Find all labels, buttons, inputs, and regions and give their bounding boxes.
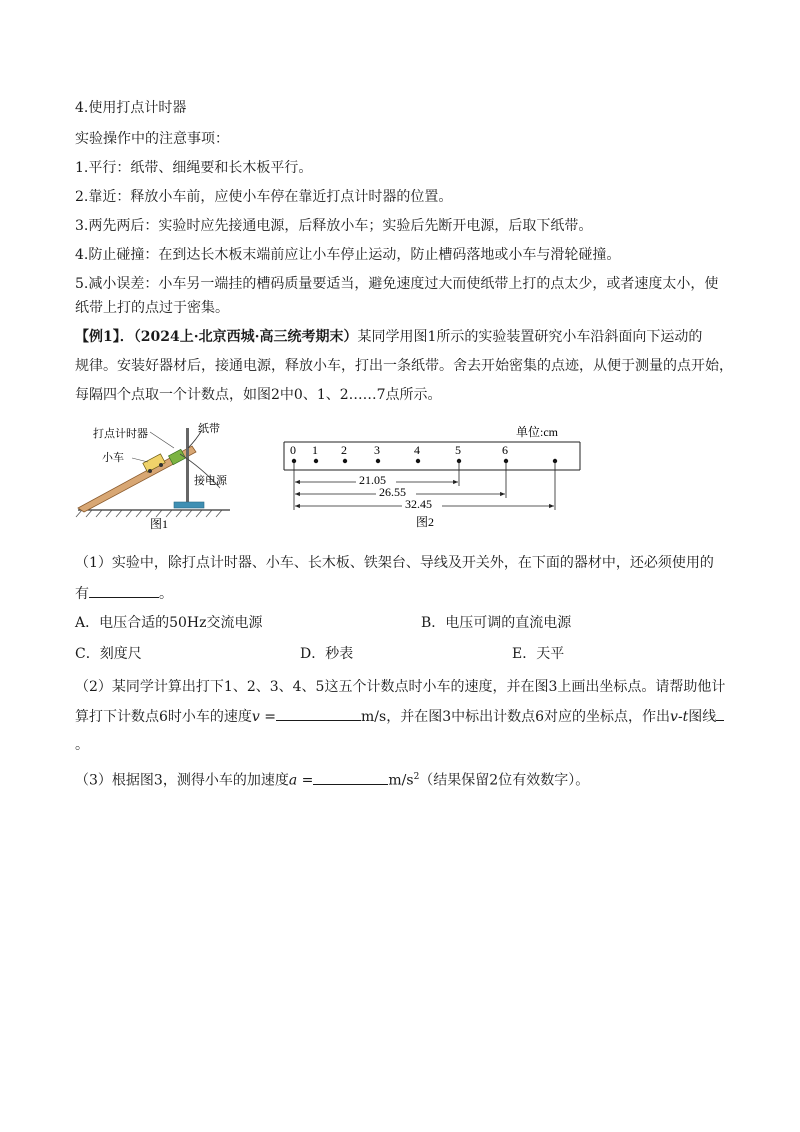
label-car: 小车 [102,452,124,464]
tape-dot [416,459,420,463]
example-text: 某同学用图1所示的实验装置研究小车沿斜面向下运动的 [357,329,703,345]
option-e[interactable]: E．天平 [512,646,565,662]
question-2-end: 。 [75,737,89,753]
option-a[interactable]: A．电压合适的50Hz交流电源 [75,615,263,631]
q1-suffix: 。 [159,586,173,602]
q2-tail: 图线 [688,709,717,725]
example-text: 规律。安装好器材后，接通电源，释放小车，打出一条纸带。舍去开始密集的点迹，从便于测量的点开始， [75,358,733,374]
answer-blank-1[interactable] [89,583,159,598]
q3-text: （3）根据图3，测得小车的加速度 [75,772,289,789]
label-power: 接电源 [194,475,227,487]
example-source: （2024上·北京西城·高三统考期末） [133,329,358,345]
notes-intro: 实验操作中的注意事项： [75,131,229,147]
q2-text: 算打下计数点6时小车的速度 [75,709,252,725]
question-1-answer-line [75,583,173,604]
figure-1 [70,418,240,530]
point-label: 6 [502,443,508,457]
q3-unit: m/s [388,772,414,789]
tape-dot [343,459,347,463]
note-item: 2.靠近：释放小车前，应使小车停在靠近打点计时器的位置。 [75,189,453,205]
answer-blank-3[interactable] [716,706,724,721]
point-label: 4 [414,443,420,457]
distance-label: 32.45 [405,497,432,511]
answer-blank-4[interactable] [313,770,388,785]
example-text: 每隔四个点取一个计数点，如图2中0、1、2……7点所示。 [75,387,442,403]
unit-label: 单位:cm [516,425,558,439]
answer-blank-2[interactable] [276,706,361,721]
note-item: 5.减小误差：小车另一端挂的槽码质量要适当，避免速度过大而使纸带上打的点太少，或者速度太小，使 [75,276,719,292]
tape-dot [314,459,318,463]
question-1: （1）实验中，除打点计时器、小车、长木板、铁架台、导线及开关外，在下面的器材中，还必须使用的 [75,555,714,571]
section-heading: 4.使用打点计时器 [75,100,187,116]
q3-tail: （结果保留2位有效数字）。 [419,772,590,789]
distance-label: 21.05 [359,473,386,487]
q3-eq: = [297,772,314,789]
option-c[interactable]: C．刻度尺 [75,646,142,662]
q2-vt: v-t [670,709,689,725]
example-label: 【例1】． [75,329,134,345]
note-item: 3.两先两后：实验时应先接通电源，后释放小车；实验后先断开电源，后取下纸带。 [75,218,593,234]
point-label: 2 [341,443,347,457]
q3-var-a: a [288,772,298,789]
q2-unit: m/s，并在图3中标出计数点6对应的坐标点，作出 [361,709,671,725]
note-item: 纸带上打的点过于密集。 [75,300,229,316]
example-line [75,327,702,347]
question-2-line-2 [75,706,724,727]
option-d[interactable]: D．秒表 [300,646,354,662]
label-tape: 纸带 [198,423,220,435]
note-item: 1.平行：纸带、细绳要和长木板平行。 [75,160,313,176]
tape-dot [376,459,380,463]
q2-eq: = [259,709,277,725]
label-timer: 打点计时器 [93,428,148,440]
figure-1-caption: 图1 [150,517,169,530]
distance-label: 26.55 [379,485,406,499]
figure-2 [280,418,590,530]
note-item: 4.防止碰撞：在到达长木板末端前应让小车停止运动，防止槽码落地或小车与滑轮碰撞。 [75,247,621,263]
figure-2-caption: 图2 [416,515,435,529]
q3-sup: 2 [413,772,420,782]
option-b[interactable]: B．电压可调的直流电源 [421,615,572,631]
point-label: 3 [374,443,380,457]
q2-var-v: v [251,709,260,725]
q1-prefix: 有 [75,586,89,602]
point-label: 1 [312,443,318,457]
point-label: 0 [290,443,296,457]
point-label: 5 [455,443,461,457]
question-2: （2）某同学计算出打下1、2、3、4、5这五个计数点时小车的速度，并在图3上画出坐标点。请帮助他计 [75,679,726,695]
question-3 [75,767,589,791]
